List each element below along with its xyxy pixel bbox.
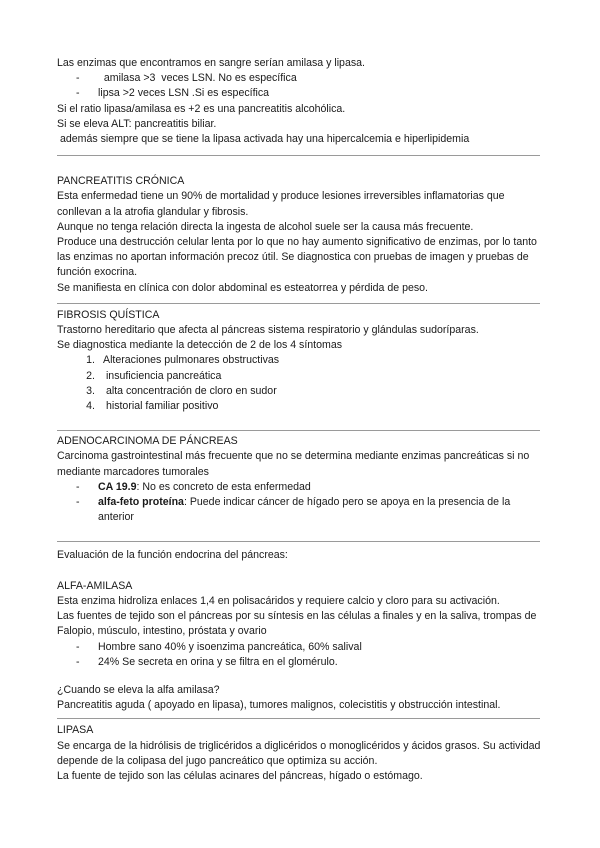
bullet-list-item: - 24% Se secreta en orina y se filtra en el glomérulo. (76, 655, 338, 668)
adeno-paragraph: Carcinoma gastrointestinal más frecuente que no se determina mediante enzimas pancreáticas si no mediante marcadores tumorales (57, 450, 530, 478)
list-item: 3. alta concentración de cloro en sudor (86, 384, 277, 397)
amilasa-paragraph: Esta enzima hidroliza enlaces 1,4 en polisacáridos y requiere calcio y cloro para su activación. (57, 594, 500, 607)
question-line: ¿Cuando se eleva la alfa amilasa? (57, 683, 220, 696)
alt-line: Si se eleva ALT: pancreatitis biliar. (57, 117, 217, 130)
section-title-adenocarcinoma: ADENOCARCINOMA DE PÁNCREAS (57, 435, 238, 448)
intro-line: Las enzimas que encontramos en sangre serían amilasa y lipasa. (57, 57, 365, 69)
bullet-afp: - alfa-feto proteína: Puede indicar cáncer de hígado pero se apoya en la presencia de la anterior (76, 496, 511, 524)
endocrine-heading: Evaluación de la función endocrina del páncreas: (57, 549, 288, 562)
list-item: 1. Alteraciones pulmonares obstructivas (86, 354, 280, 367)
section-title-fibrosis: FIBROSIS QUÍSTICA (57, 308, 160, 321)
bullet-list-item: - Hombre sano 40% y isoenzima pancreática, 60% salival (76, 640, 362, 653)
list-item: 2. insuficiencia pancreática (86, 369, 222, 382)
answer-line: Pancreatitis aguda ( apoyado en lipasa), tumores malignos, colecistitis y obstrucción intestinal. (57, 699, 501, 712)
cronica-paragraph: Se manifiesta en clínica con dolor abdominal es esteatorrea y pérdida de peso. (57, 281, 429, 294)
lipasa-paragraph: La fuente de tejido son las células acinares del páncreas, hígado o estómago. (57, 769, 423, 782)
ratio-line: Si el ratio lipasa/amilasa es +2 es una pancreatitis alcohólica. (57, 102, 346, 115)
section-title-lipasa: LIPASA (57, 724, 94, 737)
cronica-paragraph: Esta enfermedad tiene un 90% de mortalidad y produce lesiones irreversibles inflamatorias que conllevan a la atrofia glandular y fibrosis. (57, 190, 505, 218)
bullet-ca199: - CA 19.9: No es concreto de esta enfermedad (76, 480, 311, 493)
list-item: 4. historial familiar positivo (86, 400, 219, 413)
bullet-amilasa: - amilasa >3 veces LSN. No es específica (76, 72, 297, 85)
cronica-paragraph: Aunque no tenga relación directa la ingesta de alcohol suele ser la causa más frecuente. (57, 220, 474, 233)
section-title-amilasa: ALFA-AMILASA (57, 579, 133, 592)
bullet-lipasa: - lipsa >2 veces LSN .Si es específica (76, 87, 270, 100)
fibrosis-paragraph: Trastorno hereditario que afecta al páncreas sistema respiratorio y glándulas sudoríparas. (57, 324, 479, 337)
fibrosis-paragraph: Se diagnostica mediante la detección de 2 de los 4 síntomas (57, 339, 343, 352)
amilasa-paragraph: Las fuentes de tejido son el páncreas por su síntesis en las células a finales y en la saliva, trompas de Falopio, músculo, intestino, próstata y ovario (57, 610, 537, 638)
section-title-cronica: PANCREATITIS CRÓNICA (57, 175, 185, 188)
lipasa-paragraph: Se encarga de la hidrólisis de triglicéridos a diglicéridos o monoglicéridos y ácidos grasos. Su actividad depende de la colipasa del jugo pancreático que optimiza su acción. (57, 739, 541, 767)
document-page (57, 56, 542, 784)
lipasa-note: además siempre que se tiene la lipasa activada hay una hipercalcemia e hiperlipidemia (57, 133, 470, 146)
cronica-paragraph: Produce una destrucción celular lenta por lo que no hay aumento significativo de enzimas, por lo tanto las enzimas no aportan información precoz útil. Se diagnostica con pruebas de imagen y pruebas de función exocrina. (57, 236, 537, 279)
